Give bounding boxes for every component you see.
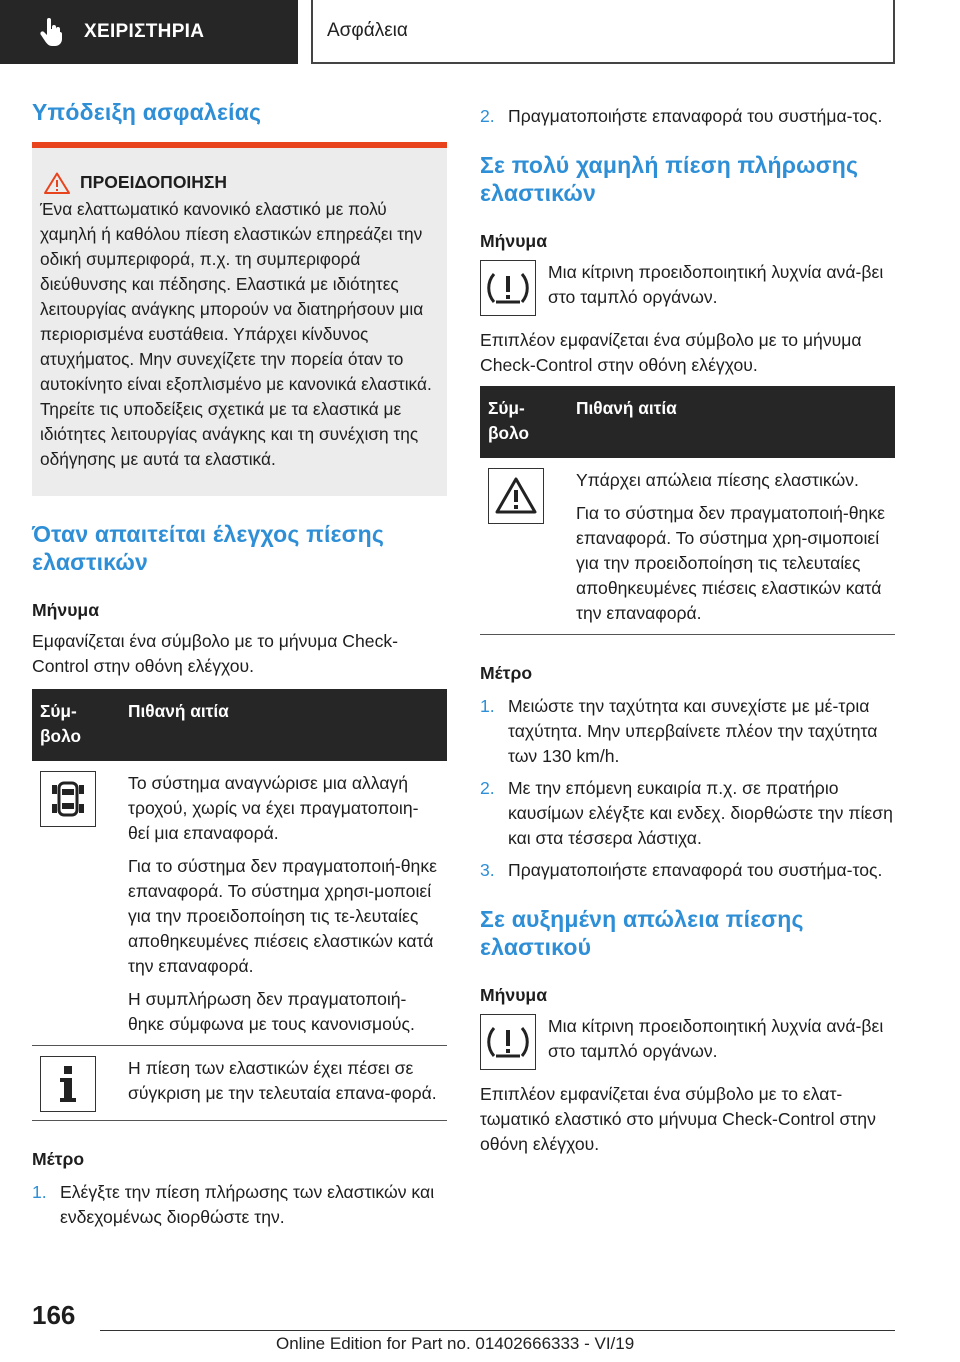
symbol-table: [32, 689, 447, 1121]
edition-text: Online Edition for Part no. 01402666333 - VI/19: [276, 1334, 635, 1353]
warning-triangle-icon: [488, 468, 544, 524]
chapter-title: Ασφάλεια: [327, 20, 408, 41]
section-tab-controls[interactable]: [0, 0, 298, 64]
lamp-note: [480, 1014, 895, 1070]
extra-text: Επιπλέον εμφανίζεται ένα σύμβολο με το ελατ-τωματικό ελαστικό στο μήνυμα Check-Control στην οθόνη ελέγχου.: [480, 1084, 876, 1154]
lamp-note: [480, 260, 895, 316]
table-row: [32, 1046, 447, 1121]
left-column: [32, 98, 447, 1237]
list-item: [480, 104, 895, 129]
steps-list-continued: [480, 104, 895, 129]
footer-divider: [100, 1330, 895, 1331]
step-text: Πραγματοποιήστε επαναφορά του συστήμα-τος.: [508, 106, 883, 126]
tire-pressure-warning-icon: [480, 1014, 536, 1070]
steps-list: [480, 694, 895, 883]
section-title-low-pressure: Σε πολύ χαμηλή πίεση πλήρωσης ελαστικών: [480, 152, 859, 206]
cause-text: Η πίεση των ελαστικών έχει πέσει σε σύγκριση με την τελευταία επανα-φορά.: [128, 1058, 437, 1103]
col-header-cause: Πιθανή αιτία: [120, 689, 447, 761]
step-text: Με την επόμενη ευκαιρία π.χ. σε πρατήριο καυσίμων ελέγξτε και ενδεχ. διορθώστε την πίεση και στα τέσσερα λάστιχα.: [508, 778, 893, 848]
steps-list: [32, 1180, 447, 1230]
list-item: [480, 858, 895, 883]
step-number: 1.: [32, 1182, 47, 1202]
cause-text: Το σύστημα αναγνώρισε μια αλλαγή τροχού, χωρίς να έχει πραγματοποιη-θεί μια επαναφορά.: [128, 773, 419, 843]
measure-label: Μέτρο: [32, 1149, 85, 1169]
message-text: Εμφανίζεται ένα σύμβολο με το μήνυμα Check-Control στην οθόνη ελέγχου.: [32, 631, 399, 676]
col-header-symbol: Σύμ-βολο: [480, 386, 568, 458]
right-column: [480, 104, 895, 1157]
table-row: [32, 761, 447, 1046]
lamp-text: Μια κίτρινη προειδοποιητική λυχνία ανά-βει στο ταμπλό οργάνων.: [548, 262, 884, 307]
extra-text: Επιπλέον εμφανίζεται ένα σύμβολο με το μήνυμα Check-Control στην οθόνη ελέγχου.: [480, 330, 862, 375]
table-row: [480, 458, 895, 635]
car-tire-reset-icon: [40, 771, 96, 827]
section-title-pressure-check: Όταν απαιτείται έλεγχος πίεσης ελαστικών: [32, 521, 385, 575]
lamp-text: Μια κίτρινη προειδοποιητική λυχνία ανά-βει στο ταμπλό οργάνων.: [548, 1016, 884, 1061]
list-item: [480, 694, 895, 769]
step-number: 2.: [480, 106, 495, 126]
message-label: Μήνυμα: [32, 600, 100, 620]
pointing-hand-icon: [38, 18, 66, 46]
chapter-title-box: [311, 0, 895, 64]
step-text: Μειώστε την ταχύτητα και συνεχίστε με μέ-τρια ταχύτητα. Μην υπερβαίνετε πλέον την ταχύτητα των 130 km/h.: [508, 696, 878, 766]
step-text: Πραγματοποιήστε επαναφορά του συστήμα-τος.: [508, 860, 883, 880]
cause-text: Η συμπλήρωση δεν πραγματοποιή-θηκε σύμφωνα με τους κανονισμούς.: [128, 989, 415, 1034]
cause-text: Για το σύστημα δεν πραγματοποιή-θηκε επαναφορά. Το σύστημα χρησι-μοποιεί για την προειδοποίηση τις τε-λευταίες αποθηκευμένες πιέσεις ελαστικών κατά την επαναφορά.: [128, 856, 437, 976]
warning-text: Ένα ελαττωματικό κανονικό ελαστικό με πολύ χαμηλή ή καθόλου πίεση ελαστικών επηρεάζει την οδική συμπεριφορά, π.χ. τη συμπεριφορά διεύθυνσης και πέδησης. Ελαστικά με ιδιότητες λειτουργίας ανάγκης μπορούν να διατηρήσουν μια περιορισμένα ευστάθεια. Υπάρχει κίνδυνος ατυχήματος. Μην συνεχίζετε την πορεία όταν το αυτοκίνητο είναι εξοπλισμένο με κανονικά ελαστικά. Τηρείτε τις υποδείξεις σχετικά με τα ελαστικά με ιδιότητες λειτουργίας ανάγκης και τη συνέχιση της οδήγησης με αυτά τα ελαστικά.: [40, 199, 432, 469]
tire-pressure-warning-icon: [480, 260, 536, 316]
page-number: 166: [32, 1300, 76, 1330]
warning-triangle-icon: [44, 172, 70, 194]
info-icon: [40, 1056, 96, 1112]
symbol-table: [480, 386, 895, 635]
step-text: Ελέγξτε την πίεση πλήρωσης των ελαστικών και ενδεχομένως διορθώστε την.: [60, 1182, 435, 1227]
list-item: [32, 1180, 447, 1230]
col-header-cause: Πιθανή αιτία: [568, 386, 895, 458]
cause-text: Για το σύστημα δεν πραγματοποιή-θηκε επαναφορά. Το σύστημα χρη-σιμοποιεί για την προειδοποίηση τις τελευταίες αποθηκευμένες πιέσεις ελαστικών κατά την επαναφορά.: [576, 503, 885, 623]
message-label: Μήνυμα: [480, 231, 548, 251]
step-number: 3.: [480, 860, 495, 880]
message-label: Μήνυμα: [480, 985, 548, 1005]
step-number: 1.: [480, 696, 495, 716]
list-item: [480, 776, 895, 851]
cause-text: Υπάρχει απώλεια πίεσης ελαστικών.: [576, 470, 859, 490]
warning-heading: ΠΡΟΕΙΔΟΠΟΙΗΣΗ: [80, 172, 228, 192]
measure-label: Μέτρο: [480, 663, 533, 683]
warning-box: [32, 148, 447, 496]
step-number: 2.: [480, 778, 495, 798]
col-header-symbol: Σύμ-βολο: [32, 689, 120, 761]
section-tab-label: ΧΕΙΡΙΣΤΗΡΙΑ: [84, 21, 205, 42]
safety-note-title: Υπόδειξη ασφαλείας: [32, 99, 262, 125]
section-title-pressure-loss: Σε αυξημένη απώλεια πίεσης ελαστικού: [480, 906, 804, 960]
